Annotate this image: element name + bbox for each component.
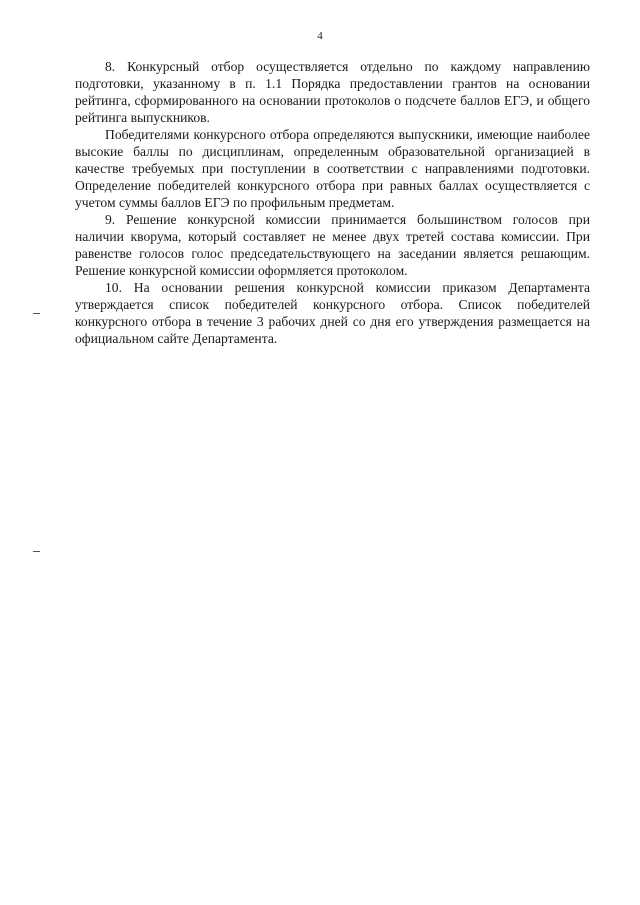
paragraph-winners: Победителями конкурсного отбора определяются выпускники, имеющие наиболее высокие баллы по дисциплинам, определенным образовательной организацией в качестве требуемых при поступлении в соответствии с направлениями подготовки. Определение победителей конкурсного отбора при равных баллах осуществляется с учетом суммы баллов ЕГЭ по профильным предметам. xyxy=(75,127,590,210)
paragraph-8: 8. Конкурсный отбор осуществляется отдельно по каждому направлению подготовки, указанному в п. 1.1 Порядка предоставлении грантов на основании рейтинга, сформированного на основании протоколов о подсчете баллов ЕГЭ, и общего рейтинга выпускников. xyxy=(75,59,590,125)
paragraph-9: 9. Решение конкурсной комиссии принимается большинством голосов при наличии кворума, который составляет не менее двух третей состава комиссии. При равенстве голосов голос председательствующего на заседании является решающим. Решение конкурсной комиссии оформляется протоколом. xyxy=(75,212,590,278)
document-body xyxy=(75,58,590,347)
page-number: 4 xyxy=(317,30,323,42)
scan-artifact-mark xyxy=(33,313,40,314)
paragraph-10: 10. На основании решения конкурсной комиссии приказом Департамента утверждается список победителей конкурсного отбора. Список победителей конкурсного отбора в течение 3 рабочих дней со дня его утверждения размещается на официальном сайте Департамента. xyxy=(75,280,590,346)
scan-artifact-mark xyxy=(33,551,40,552)
